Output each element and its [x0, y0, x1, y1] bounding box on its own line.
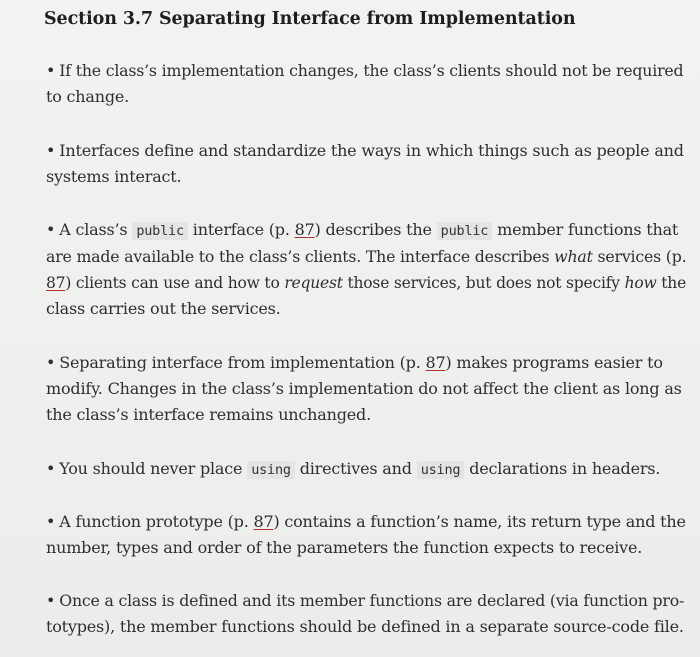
- page-ref-link[interactable]: 87: [46, 274, 66, 292]
- bullet-glyph: •: [46, 459, 56, 478]
- bullet-glyph: •: [46, 141, 56, 160]
- emphasis-request: request: [284, 274, 343, 292]
- bullet-glyph: •: [46, 220, 56, 239]
- section-title: Section 3.7 Separating Interface from Implementation: [44, 9, 576, 29]
- bullet-item-3: • A class’s public interface (p. 87) describes the public member functions that are made available to the class’s clients. The interface describes what services (p. 87) clients can use and how to request those services, but does not specify how the class carries out the services.: [46, 220, 687, 318]
- code-public: public: [437, 222, 493, 240]
- code-public: public: [132, 222, 188, 240]
- page-ref-link[interactable]: 87: [294, 220, 315, 239]
- bullet-item-6: • A function prototype (p. 87) contains a function’s name, its return type and the number, types and order of the parameters the function expects to receive.: [46, 512, 686, 557]
- bullet-glyph: •: [46, 61, 56, 80]
- bullet-item-4: • Separating interface from implementation (p. 87) makes programs easier to modify. Changes in the class’s implementation do not affect the client as long as the class’s interface remains unchanged.: [46, 353, 682, 424]
- bullet-glyph: •: [46, 353, 56, 372]
- code-using: using: [247, 461, 295, 479]
- bullet-item-1: • If the class’s implementation changes, the class’s clients should not be required to change.: [46, 61, 684, 106]
- page-ref-link[interactable]: 87: [253, 512, 274, 531]
- bullet-glyph: •: [46, 591, 56, 610]
- bullet-item-2: • Interfaces define and standardize the ways in which things such as people and systems interact.: [46, 141, 684, 186]
- bullet-item-7: • Once a class is defined and its member functions are declared (via function pro- totypes), the member functions should be defined in a separate source-code file.: [46, 591, 685, 636]
- page-ref-link[interactable]: 87: [425, 353, 446, 372]
- emphasis-how: how: [624, 274, 657, 292]
- code-using: using: [417, 461, 465, 479]
- emphasis-what: what: [554, 247, 593, 266]
- bullet-item-5: • You should never place using directives and using declarations in headers.: [46, 459, 661, 478]
- bullet-glyph: •: [46, 512, 56, 531]
